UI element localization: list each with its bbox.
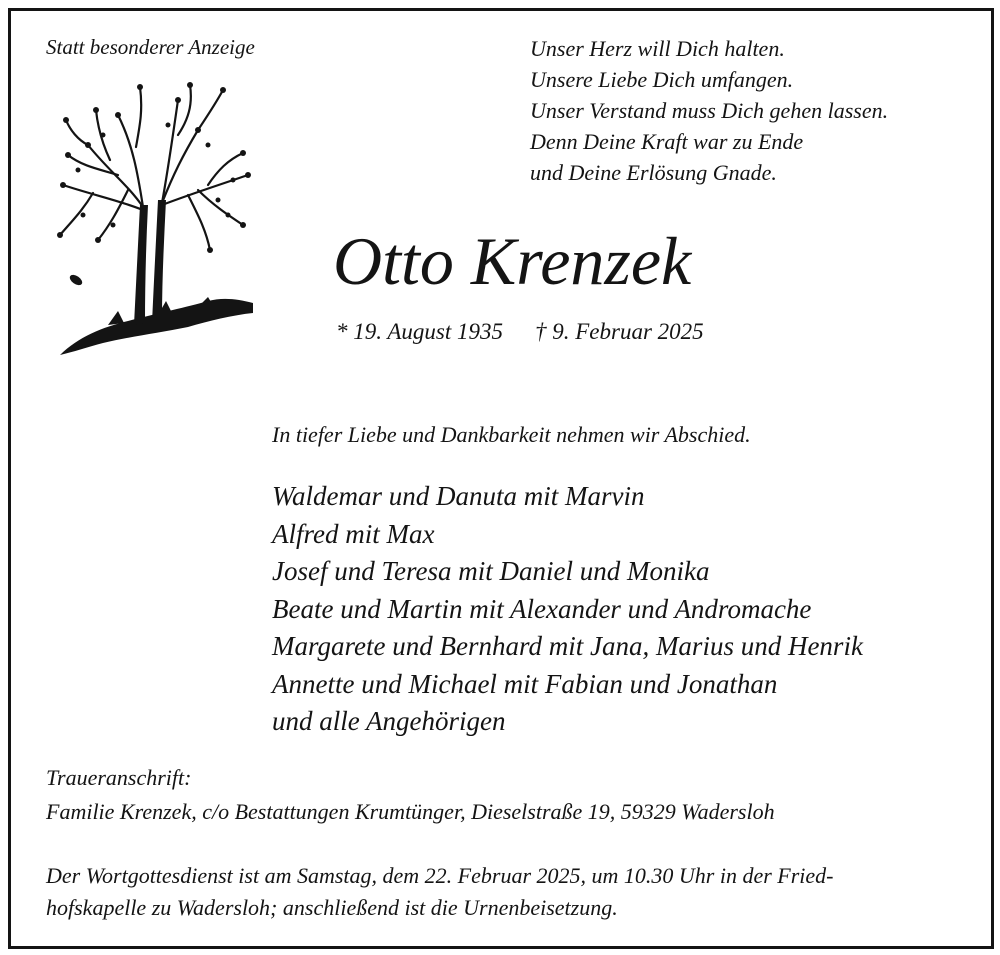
service-line: hofskapelle zu Wadersloh; anschließend ist die Urnenbeisetzung. [46, 895, 618, 920]
address-text: Familie Krenzek, c/o Bestattungen Krumtünger, Dieselstraße 19, 59329 Wadersloh [46, 799, 775, 824]
address-label: Traueranschrift: [46, 765, 192, 790]
mourner-line: Alfred mit Max [272, 518, 435, 549]
poem-line: Unser Herz will Dich halten. [530, 36, 785, 61]
tree-icon [48, 75, 258, 360]
poem-line: Unser Verstand muss Dich gehen lassen. [530, 98, 889, 123]
life-dates [336, 319, 704, 345]
mourner-line: Beate und Martin mit Alexander und Andromache [272, 593, 812, 624]
mourner-line: Josef und Teresa mit Daniel und Monika [272, 556, 710, 586]
notice-type: Statt besonderer Anzeige [46, 35, 255, 59]
mourner-line: und alle Angehörigen [272, 706, 506, 736]
death-date: † 9. Februar 2025 [534, 319, 704, 344]
poem [530, 33, 888, 188]
birth-date: * 19. August 1935 [336, 319, 503, 344]
poem-line: und Deine Erlösung Gnade. [530, 160, 777, 185]
deceased-name: Otto Krenzek [333, 223, 692, 299]
mourner-line: Margarete und Bernhard mit Jana, Marius und Henrik [272, 631, 863, 661]
mourners-list [272, 478, 863, 741]
poem-line: Denn Deine Kraft war zu Ende [530, 129, 804, 154]
mourner-line: Waldemar und Danuta mit Marvin [272, 481, 645, 511]
poem-line: Unsere Liebe Dich umfangen. [530, 67, 794, 92]
mourner-line: Annette und Michael mit Fabian und Jonathan [272, 668, 778, 699]
service-line: Der Wortgottesdienst ist am Samstag, dem 22. Februar 2025, um 10.30 Uhr in der Fried- [46, 863, 834, 888]
service-info [46, 860, 834, 924]
farewell-text: In tiefer Liebe und Dankbarkeit nehmen wir Abschied. [272, 422, 751, 447]
